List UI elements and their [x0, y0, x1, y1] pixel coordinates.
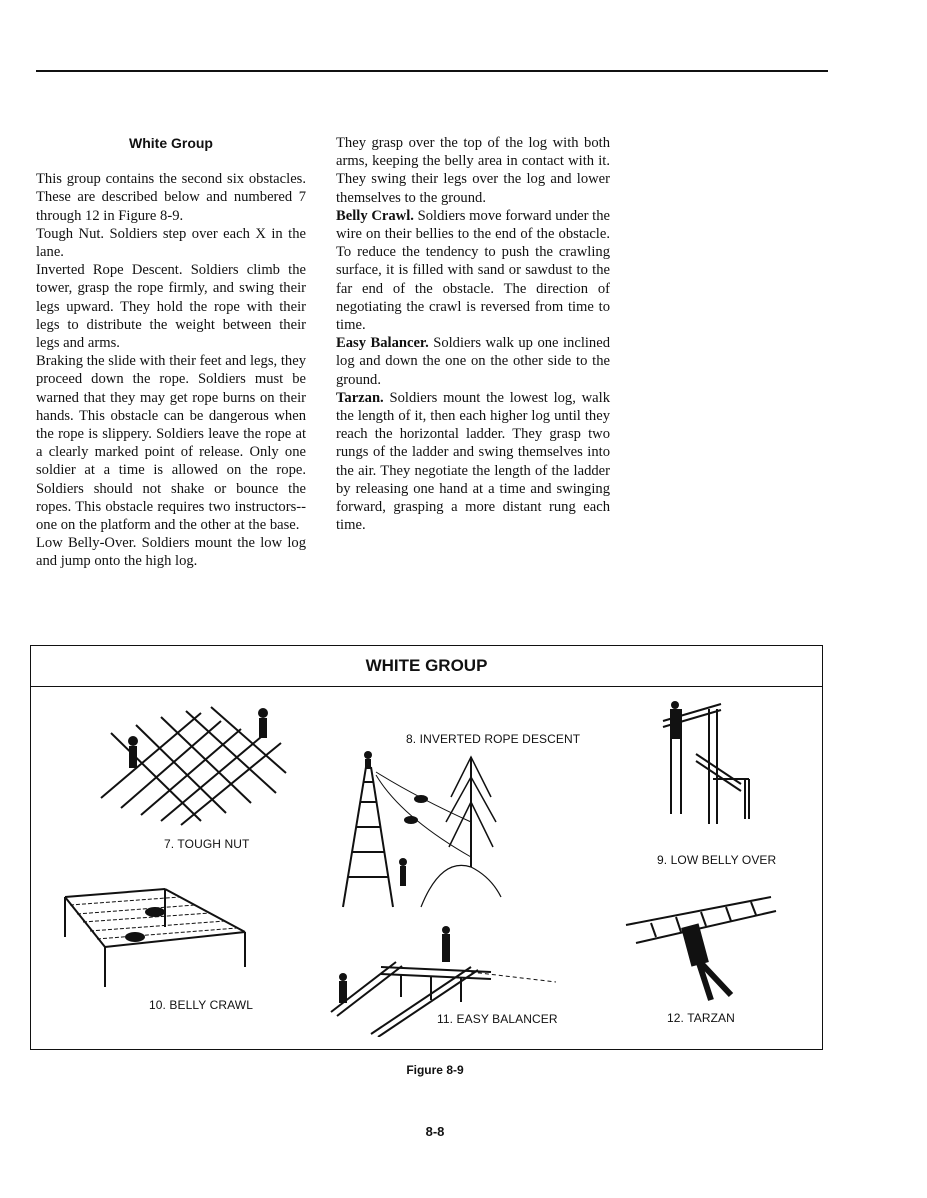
intro-paragraph: This group contains the second six obstacles. These are described below and numbered 7 through 12 in Figure 8-9. — [36, 171, 306, 224]
page-number: 8-8 — [425, 1124, 445, 1139]
easy-balancer-paragraph — [336, 334, 610, 389]
tough-nut-illustration — [91, 703, 291, 828]
tough-nut-paragraph: Tough Nut. Soldiers step over each X in the lane. — [36, 225, 306, 261]
tarzan-text: Soldiers mount the lowest log, walk the length of it, then each higher log until they reach the horizontal ladder. They grasp two rungs of the ladder and swing themselves into the air. They negotiate the length of the ladder by releasing one hand at a time and swinging forward, grasping a more distant rung each time. — [336, 389, 610, 534]
braking-paragraph: Braking the slide with their feet and legs, they proceed down the rope. Soldiers must be warned that they may get rope burns on their hands. This obstacle can be dangerous when the rope is slippery. Soldiers leave the rope at a clearly marked point of release. Only one soldier at a time is allowed on the rope. Soldiers should not shake or bounce the ropes. This obstacle requires two instructors--one on the platform and the other at the base. — [36, 353, 306, 534]
caption-belly-crawl: 10. BELLY CRAWL — [149, 998, 253, 1012]
caption-easy-balancer: 11. EASY BALANCER — [437, 1012, 558, 1026]
belly-crawl-text: Soldiers move forward under the wire on their bellies to the end of the obstacle. To reduce the tendency to push the crawling surface, it is filled with sand or sawdust to the far end of the obstacle. The direction of negotiating the crawl is reversed from time to time. — [336, 207, 611, 334]
figure-label: Figure 8-9 — [406, 1063, 464, 1077]
continuation-paragraph: They grasp over the top of the log with both arms, keeping the belly area in contact with it. They swing their legs over the log and lower themselves to the ground. — [336, 135, 610, 206]
caption-low-belly-over: 9. LOW BELLY OVER — [657, 853, 777, 867]
right-column — [336, 134, 610, 534]
tarzan-term: Tarzan. — [336, 389, 384, 406]
tarzan-illustration — [621, 895, 781, 1005]
figure-white-group — [30, 645, 823, 1050]
header-rule — [36, 70, 828, 72]
low-belly-over-illustration — [651, 699, 761, 834]
section-heading: White Group — [129, 135, 213, 151]
caption-tarzan: 12. TARZAN — [667, 1011, 735, 1025]
belly-crawl-paragraph — [336, 207, 610, 334]
caption-tough-nut: 7. TOUGH NUT — [164, 837, 250, 851]
inverted-rope-paragraph: Inverted Rope Descent. Soldiers climb the tower, grasp the rope firmly, and swing their legs upward. They hold the rope with their legs to distribute the weight between their legs and arms. — [36, 262, 306, 352]
figure-body — [31, 687, 822, 1048]
belly-crawl-illustration — [45, 877, 275, 997]
easy-balancer-text: Soldiers walk up one inclined log and down the one on the other side to the ground. — [336, 335, 610, 388]
belly-crawl-term: Belly Crawl. — [336, 207, 414, 224]
tarzan-paragraph — [336, 389, 610, 535]
easy-balancer-term: Easy Balancer. — [336, 335, 429, 352]
caption-inverted-rope: 8. INVERTED ROPE DESCENT — [406, 732, 581, 746]
inverted-rope-illustration — [321, 737, 521, 917]
figure-title: WHITE GROUP — [31, 646, 822, 687]
low-belly-over-paragraph: Low Belly-Over. Soldiers mount the low log and jump onto the high log. — [36, 535, 306, 570]
left-column — [36, 134, 306, 571]
